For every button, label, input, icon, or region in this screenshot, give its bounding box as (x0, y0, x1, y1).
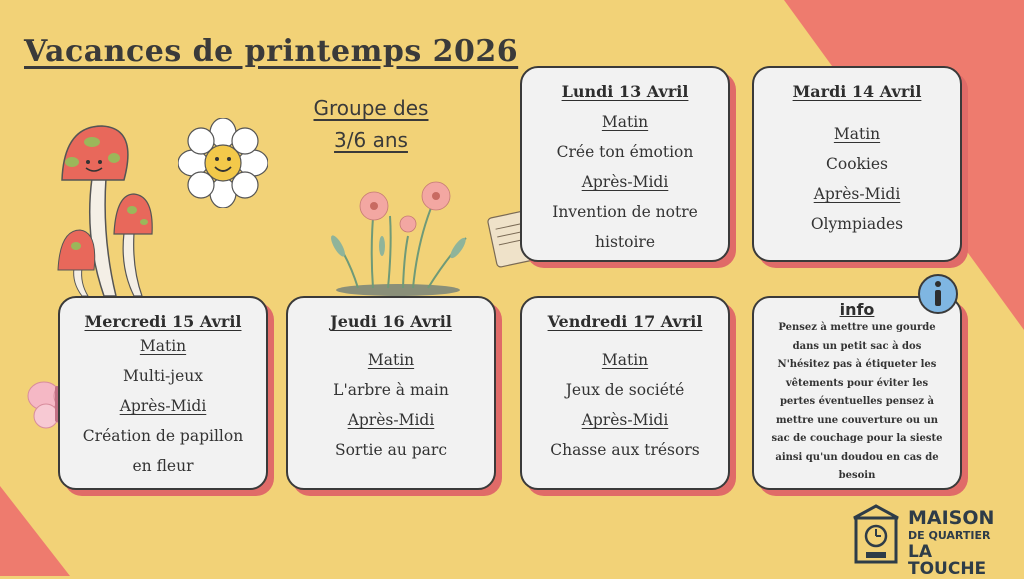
morning-activity: Crée ton émotion (556, 143, 694, 161)
group-line-2: 3/6 ans (334, 128, 408, 152)
day-title: Vendredi 17 Avril (547, 312, 703, 331)
morning-activity: Multi-jeux (123, 367, 203, 385)
morning-label: Matin (139, 337, 187, 355)
info-heading: info (839, 300, 875, 319)
info-line: ainsi qu'un doudou en cas de (775, 451, 939, 463)
flowers-icon (318, 176, 478, 296)
info-line: vêtements pour éviter les (785, 377, 929, 389)
afternoon-label: Après-Midi (581, 173, 669, 191)
afternoon-label: Après-Midi (813, 185, 901, 203)
building-icon (850, 502, 902, 566)
afternoon-activity: Invention de notre (552, 203, 698, 221)
afternoon-activity-cont: histoire (595, 233, 655, 251)
afternoon-activity: Sortie au parc (334, 441, 448, 459)
day-card-friday (520, 296, 730, 490)
logo-line-2: DE QUARTIER (908, 529, 991, 542)
logo-line-3: LA TOUCHE (908, 542, 987, 579)
day-title: Mardi 14 Avril (792, 82, 922, 101)
day-card-tuesday (752, 66, 962, 262)
logo-text (908, 507, 1010, 579)
day-title: Lundi 13 Avril (561, 82, 689, 101)
morning-label: Matin (601, 113, 649, 131)
group-line-1: Groupe des (313, 96, 429, 120)
day-card-wednesday (58, 296, 268, 490)
afternoon-activity: Création de papillon (82, 427, 244, 445)
info-line: sac de couchage pour la sieste (771, 433, 943, 444)
info-line: besoin (838, 470, 876, 481)
afternoon-activity: Olympiades (810, 215, 904, 233)
day-card-monday (520, 66, 730, 262)
afternoon-activity: Chasse aux trésors (550, 441, 700, 459)
info-text (754, 319, 960, 486)
page-title: Vacances de printemps 2026 (24, 34, 519, 69)
info-line: Pensez à mettre une gourde (778, 322, 936, 333)
afternoon-activity-cont: en fleur (132, 457, 194, 475)
day-card-thursday (286, 296, 496, 490)
afternoon-label: Après-Midi (581, 411, 669, 429)
day-title: Jeudi 16 Avril (330, 312, 452, 331)
info-line: pertes éventuelles pensez à (779, 396, 935, 407)
group-label (296, 92, 446, 156)
morning-activity: L'arbre à main (333, 381, 449, 399)
logo-line-1: MAISON (908, 507, 995, 529)
morning-label: Matin (601, 351, 649, 369)
afternoon-label: Après-Midi (347, 411, 435, 429)
info-line: mettre une couverture ou un (775, 414, 939, 426)
info-icon (916, 272, 960, 316)
day-title: Mercredi 15 Avril (84, 312, 242, 331)
info-line: N'hésitez pas à étiqueter les (777, 359, 937, 370)
info-line: dans un petit sac à dos (792, 340, 922, 352)
logo-maison-de-quartier (850, 500, 1010, 579)
flower-smiley-icon (178, 118, 268, 208)
morning-label: Matin (833, 125, 881, 143)
background-corner-bottom-left (0, 486, 70, 576)
afternoon-label: Après-Midi (119, 397, 207, 415)
morning-activity: Jeux de société (565, 381, 685, 399)
mushroom-icon (54, 118, 164, 298)
morning-label: Matin (367, 351, 415, 369)
info-card (752, 296, 962, 490)
morning-activity: Cookies (826, 155, 888, 173)
